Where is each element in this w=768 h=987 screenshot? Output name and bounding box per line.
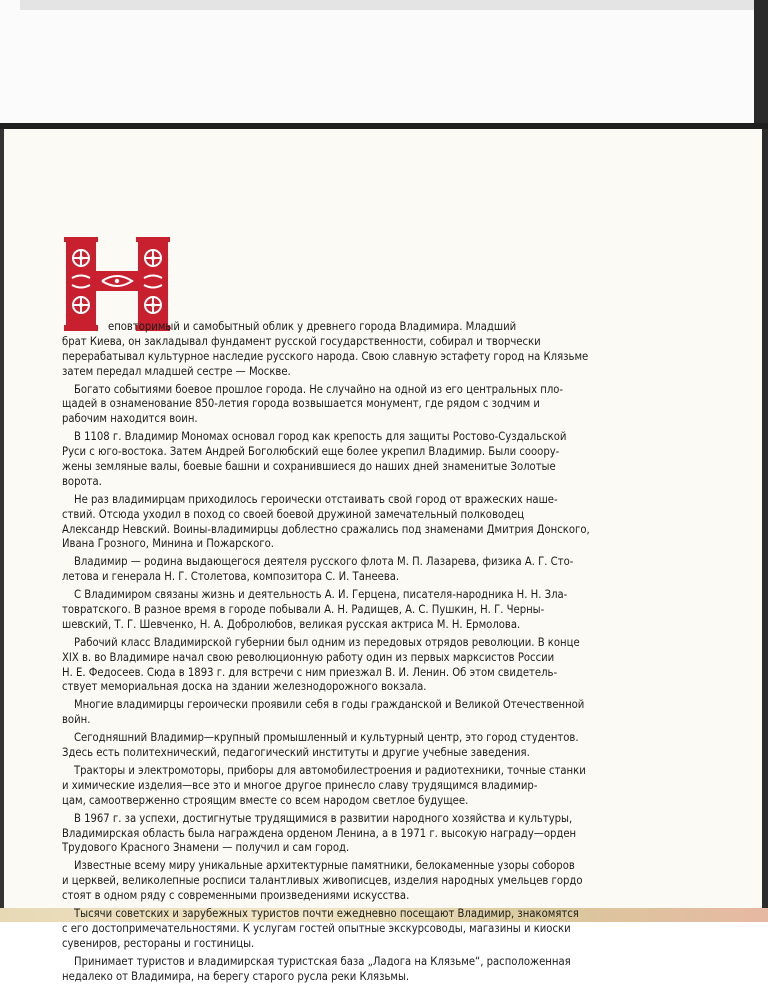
paragraph-line: Известные всему миру уникальные архитектурные памятники, белокаменные узоры соборов	[74, 859, 575, 873]
paragraph-line: еповторимый и самобытный облик у древнего города Владимира. Младший	[108, 320, 517, 333]
paragraph-line: Не раз владимирцам приходилось героически отстаивать свой город от вражеских наше-	[74, 492, 558, 506]
left-page-edge	[0, 129, 4, 922]
paragraph-line: ворота.	[62, 474, 102, 488]
paragraph-line: Владимирская область была награждена орденом Ленина, а в 1971 г. высокую награду—орден	[62, 826, 577, 840]
paragraph-line: Сегодняшний Владимир—крупный промышленный и культурный центр, это город студентов.	[74, 731, 579, 745]
paragraph-line: ствий. Отсюда уходил в поход со своей боевой дружиной замечательный полководец	[62, 507, 525, 521]
paragraph-line: В 1967 г. за успехи, достигнутые трудящимися в развитии народного хозяйства и культуры,	[74, 811, 573, 825]
paragraph-line: и церквей, великолепные росписи талантливых живописцев, изделия народных умельцев гордо	[62, 874, 583, 888]
paragraph-line: Принимает туристов и владимирская туристская база „Ладога на Клязьме“, расположенная	[74, 954, 571, 968]
paragraph-line: шевский, Т. Г. Шевченко, Н. А. Добролюбов, великая русская актриса М. Н. Ермолова.	[62, 617, 521, 631]
right-page-edge	[762, 129, 768, 922]
paragraph-line: Здесь есть политехнический, педагогический институты и другие учебные заведения.	[62, 746, 530, 760]
paragraph-line: Н. Е. Федосеев. Сюда в 1893 г. для встречи с ним приезжал В. И. Ленин. Об этом свидетель-	[62, 665, 558, 679]
paragraph-line: войн.	[62, 713, 91, 727]
paragraph-line: жены земляные валы, боевые башни и сохранившиеся до наших дней знаменитые Золотые	[62, 460, 556, 474]
paragraph-line: затем передал младшей сестре — Москве.	[62, 364, 291, 378]
paragraph-line: Руси с юго-востока. Затем Андрей Боголюбский еще более укрепил Владимир. Были сооору-	[62, 445, 560, 459]
paragraph-line: недалеко от Владимира, на берегу старого русла реки Клязьмы.	[62, 969, 410, 983]
paragraph-line: Тысячи советских и зарубежных туристов почти ежедневно посещают Владимир, знакомятся	[74, 906, 579, 920]
paragraph-line: стоят в одном ряду с современными произведениями искусства.	[62, 889, 410, 903]
paragraph-line: Тракторы и электромоторы, приборы для автомобилестроения и радиотехники, точные станки	[74, 763, 586, 777]
paragraph-line: Рабочий класс Владимирской губернии был одним из передовых отрядов революции. В конце	[74, 635, 580, 649]
paragraph-line: Александр Невский. Воины-владимирцы доблестно сражались под знаменами Дмитрия Донского,	[62, 522, 590, 536]
paragraph-line: Многие владимирцы героически проявили себя в годы гражданской и Великой Отечественной	[74, 698, 585, 712]
article-body	[62, 320, 714, 987]
paragraph-line: рабочим находится воин.	[62, 412, 198, 426]
paragraph-line: перерабатывал культурное наследие русского народа. Свою славную эстафету город на Клязьме	[62, 349, 589, 363]
paragraph-line: товратского. В разное время в городе побывали А. Н. Радищев, А. С. Пушкин, Н. Г. Черны-	[62, 603, 545, 617]
paragraph-line: Трудового Красного Знамени — получил и сам город.	[62, 841, 350, 855]
paragraph-line: сувениров, рестораны и гостиницы.	[62, 936, 255, 950]
paragraph-line: с его достопримечательностями. К услугам гостей опытные экскурсоводы, магазины и киоски	[62, 921, 571, 935]
paragraph-line: щадей в ознаменование 850-летия города возвышается монумент, где рядом с зодчим и	[62, 397, 540, 411]
paragraph-line: XIX в. во Владимире начал свою революционную работу один из первых марксистов России	[62, 650, 555, 664]
paragraph-line: Владимир — родина выдающегося деятеля русского флота М. П. Лазарева, физика А. Г. Сто-	[74, 555, 574, 569]
paragraph-line: и химические изделия—все это и многое другое принесло славу трудящимся владимир-	[62, 778, 538, 792]
paragraph-line: В 1108 г. Владимир Мономах основал город как крепость для защиты Ростово-Суздальской	[74, 430, 567, 444]
paragraph-line: Богато событиями боевое прошлое города. Не случайно на одной из его центральных пло-	[74, 382, 564, 396]
previous-page-edge	[0, 0, 768, 123]
paragraph-line: ствует мемориальная доска на здании железнодорожного вокзала.	[62, 680, 427, 694]
paragraph-line: брат Киева, он закладывал фундамент русской государственности, собирал и творчески	[62, 334, 541, 348]
ornamental-dropcap-letter	[64, 233, 170, 333]
paragraph-line: летова и генерала Н. Г. Столетова, композитора С. И. Танеева.	[62, 570, 400, 584]
paragraph-line: цам, самоотверженно строящим вместе со всем народом светлое будущее.	[62, 793, 469, 807]
paragraph-line: Ивана Грозного, Минина и Пожарского.	[62, 537, 274, 551]
paragraph-line: С Владимиром связаны жизнь и деятельность А. И. Герцена, писателя-народника Н. Н. Зла-	[74, 588, 568, 602]
